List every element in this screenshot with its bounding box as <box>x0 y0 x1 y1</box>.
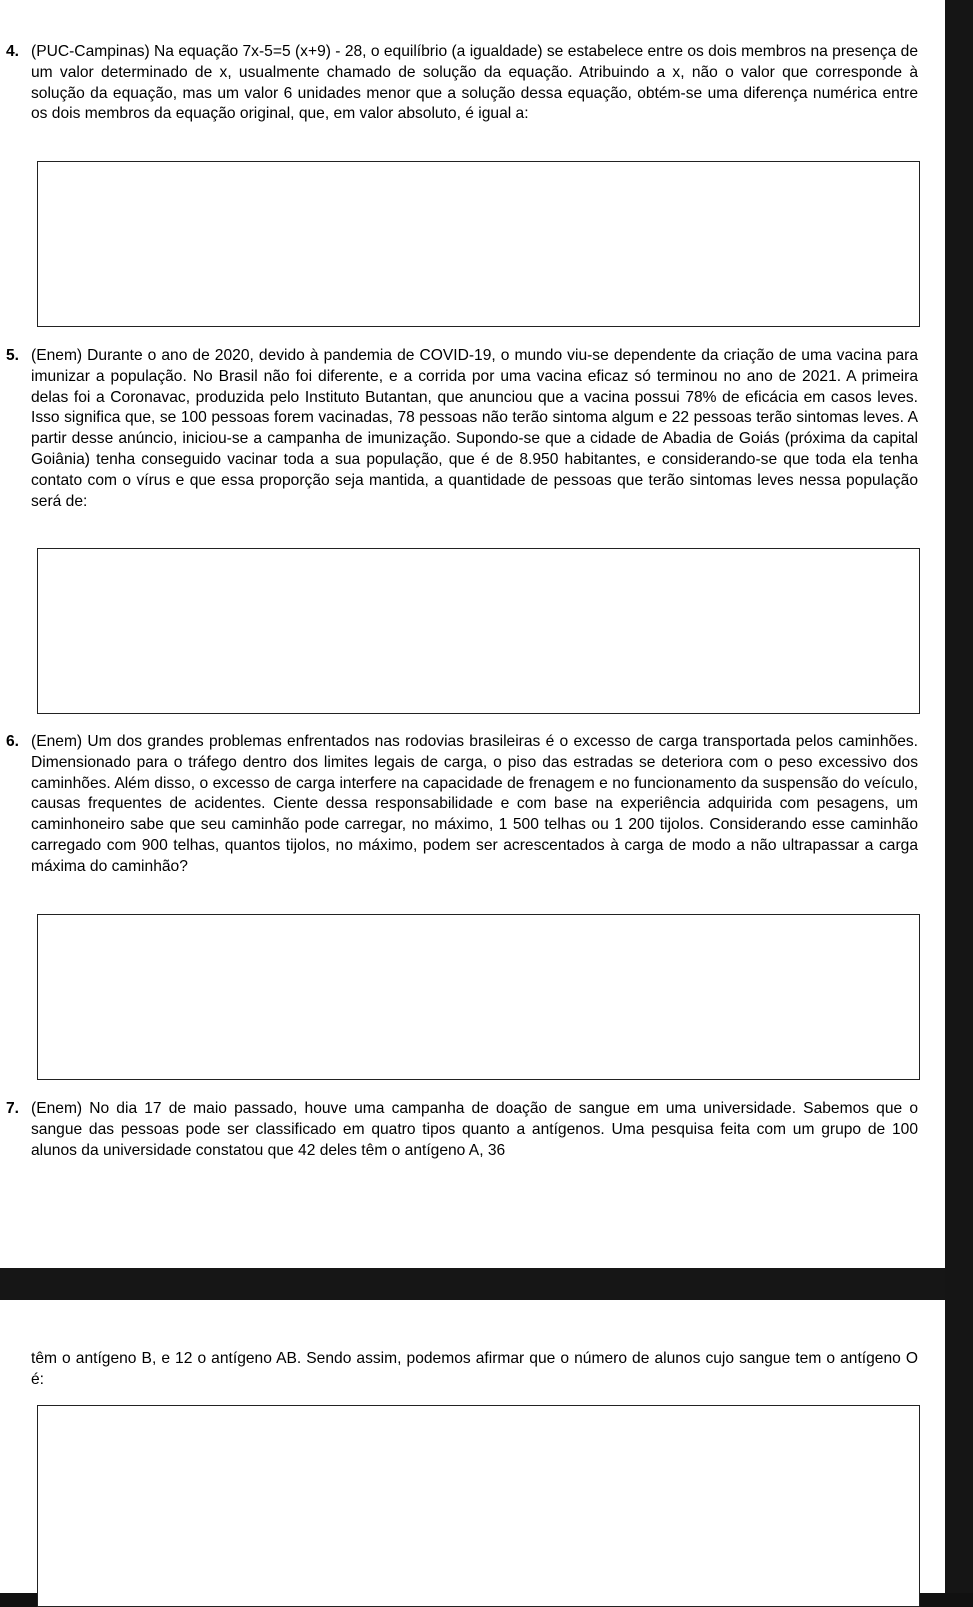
question-text: (PUC-Campinas) Na equação 7x-5=5 (x+9) - 28, o equilíbrio (a igualdade) se estabelece entre os dois membros na presença de um valor determinado de x, usualmente chamado de solução da equação. Atribuindo a x, não o valor que corresponde à solução da equação, mas um valor 6 unidades menor que a solução dessa equação, obtém-se uma diferença numérica entre os dois membros da equação original, que, em valor absoluto, é igual a: <box>31 43 918 123</box>
question-number: 7. <box>6 1100 20 1117</box>
question-text: (Enem) Um dos grandes problemas enfrentados nas rodovias brasileiras é o excesso de carga transportada pelos caminhões. Dimensionado para o tráfego dentro dos limites legais de carga, o piso das estradas se deteriora com o peso excessivo dos caminhões. Além disso, o excesso de carga interfere na capacidade de frenagem e no funcionamento da suspensão do veículo, causas frequentes de acidentes. Ciente dessa responsabilidade e com base na experiência adquirida com pesagens, um caminhoneiro sabe que seu caminhão pode carregar, no máximo, 1 500 telhas ou 1 200 tijolos. Considerando esse caminhão carregado com 900 telhas, quantos tijolos, no máximo, podem ser acrescentados à carga de modo a não ultrapassar a carga máxima do caminhão? <box>31 733 918 875</box>
question-5 <box>6 346 918 512</box>
question-text: (Enem) Durante o ano de 2020, devido à pandemia de COVID-19, o mundo viu-se dependente da criação de uma vacina para imunizar a população. No Brasil não foi diferente, e a corrida por uma vacina eficaz só terminou no ano de 2021. A primeira delas foi a Coronavac, produzida pelo Instituto Butantan, que anunciou que a vacina possui 78% de eficácia em casos leves. Isso significa que, se 100 pessoas forem vacinadas, 78 pessoas não terão sintoma algum e 22 pessoas terão sintomas leves. A partir desse anúncio, iniciou-se a campanha de imunização. Supondo-se que a cidade de Abadia de Goiás (próxima da capital Goiânia) tenha conseguido vacinar toda a sua população, que é de 8.950 habitantes, e considerando-se que toda ela tenha contato com o vírus e que essa proporção seja mantida, a quantidade de pessoas que terão sintomas leves nessa população será de: <box>31 347 918 510</box>
question-text: (Enem) No dia 17 de maio passado, houve uma campanha de doação de sangue em uma universidade. Sabemos que o sangue das pessoas pode ser classificado em quatro tipos quanto a antígenos. Uma pesquisa feita com um grupo de 100 alunos da universidade constatou que 42 deles têm o antígeno A, 36 <box>31 1100 918 1159</box>
answer-box-6[interactable] <box>37 914 920 1080</box>
answer-box-4[interactable] <box>37 161 920 327</box>
question-7-continuation: têm o antígeno B, e 12 o antígeno AB. Sendo assim, podemos afirmar que o número de alunos cujo sangue tem o antígeno O é: <box>31 1350 918 1388</box>
answer-box-7[interactable] <box>37 1405 920 1607</box>
question-number: 5. <box>6 347 20 364</box>
question-4 <box>6 42 918 125</box>
photo-dark-edge <box>945 0 973 1593</box>
question-7 <box>6 1099 918 1161</box>
answer-box-5[interactable] <box>37 548 920 714</box>
question-number: 4. <box>6 43 20 60</box>
page-break-band <box>0 1268 945 1300</box>
question-number: 6. <box>6 733 20 750</box>
question-6 <box>6 732 918 878</box>
